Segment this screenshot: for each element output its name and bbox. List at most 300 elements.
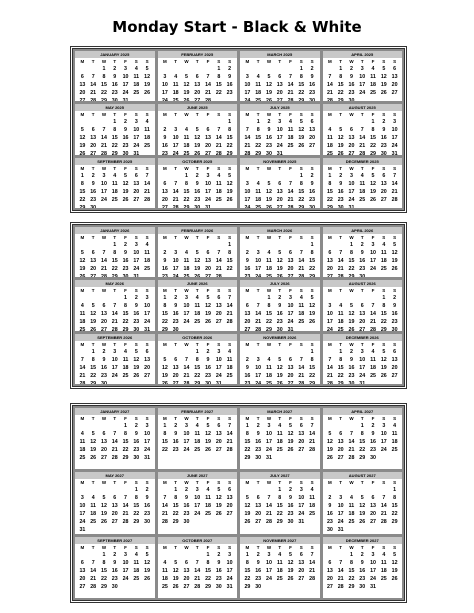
day-cell: 20 — [337, 447, 344, 453]
day-cell: 16 — [309, 188, 316, 195]
weekday-label: T — [91, 59, 95, 64]
day-cell: 6 — [80, 559, 84, 566]
day-cell: 7 — [328, 74, 332, 80]
day-cell: 1 — [206, 551, 210, 558]
day-cell: 21 — [194, 575, 201, 582]
day-cell: 1 — [245, 551, 249, 558]
day-cell: 3 — [184, 423, 188, 429]
empty-day-cell — [242, 348, 253, 356]
day-cell: 22 — [370, 143, 376, 150]
day-cell: 19 — [122, 188, 129, 195]
day-cell: 8 — [349, 559, 353, 566]
weekday-label: T — [91, 544, 95, 550]
month-title: AUGUST 2025 — [323, 104, 403, 111]
day-cell: 5 — [163, 356, 167, 363]
empty-day-cell — [242, 172, 253, 180]
day-cell: 23 — [348, 90, 355, 96]
weekday-label: S — [134, 112, 138, 118]
month-day-grid — [323, 479, 403, 533]
empty-day-cell — [296, 348, 307, 356]
day-cell: 22 — [337, 372, 344, 379]
day-cell: 10 — [348, 180, 355, 187]
weekday-label: T — [278, 112, 282, 118]
day-cell: 28 — [161, 519, 168, 526]
day-cell: 6 — [299, 423, 303, 429]
day-cell: 29 — [298, 98, 305, 102]
day-cell: 23 — [111, 575, 118, 582]
day-cell: 14 — [348, 439, 355, 445]
day-cell: 28 — [266, 519, 272, 526]
weekday-label: F — [289, 59, 292, 64]
day-cell: 25 — [380, 575, 387, 582]
day-cell: 23 — [276, 319, 283, 326]
day-cell: 4 — [184, 127, 188, 134]
day-cell: 15 — [244, 567, 251, 574]
weekday-label: W — [184, 288, 189, 294]
day-cell: 27 — [298, 575, 305, 582]
day-cell: 30 — [276, 327, 283, 331]
day-cell: 11 — [205, 495, 211, 502]
day-cell: 8 — [339, 356, 343, 363]
weekday-label: T — [195, 165, 199, 171]
day-cell: 9 — [349, 74, 353, 80]
day-cell: 27 — [391, 372, 398, 379]
weekday-label: W — [101, 416, 107, 421]
day-cell: 5 — [310, 295, 314, 302]
day-cell: 16 — [101, 364, 107, 371]
day-cell: 11 — [79, 311, 86, 318]
day-cell: 20 — [287, 372, 294, 379]
day-cell: 17 — [337, 511, 344, 518]
day-cell: 11 — [327, 135, 333, 142]
day-cell: 28 — [326, 380, 333, 384]
day-cell: 18 — [183, 266, 190, 272]
year-block-2025 — [70, 46, 407, 213]
empty-day-cell — [378, 486, 389, 494]
day-cell: 20 — [101, 319, 107, 326]
day-cell: 6 — [328, 250, 332, 256]
weekday-label: M — [163, 112, 167, 118]
day-cell: 25 — [326, 151, 333, 155]
day-cell: 23 — [226, 90, 233, 96]
day-cell: 10 — [205, 180, 211, 187]
day-cell: 18 — [79, 319, 86, 326]
day-cell: 6 — [382, 172, 386, 179]
day-cell: 20 — [348, 143, 355, 150]
day-cell: 12 — [183, 82, 190, 88]
weekday-label: W — [101, 112, 107, 118]
day-cell: 17 — [391, 135, 398, 142]
day-cell: 4 — [195, 295, 199, 302]
weekday-label: W — [349, 544, 354, 550]
day-cell: 12 — [337, 135, 344, 142]
day-cell: 26 — [79, 274, 86, 278]
day-cell: 26 — [172, 583, 179, 590]
empty-day-cell — [242, 486, 253, 494]
weekday-label: W — [184, 235, 189, 240]
day-cell: 28 — [348, 455, 355, 461]
weekday-label: M — [245, 544, 250, 550]
empty-day-cell — [192, 551, 203, 559]
day-cell: 19 — [380, 364, 387, 371]
day-cell: 13 — [391, 74, 398, 80]
day-cell: 22 — [359, 447, 366, 453]
empty-day-cell — [274, 65, 285, 73]
day-cell: 28 — [144, 196, 151, 203]
day-cell: 22 — [172, 511, 179, 518]
day-cell: 21 — [244, 143, 251, 150]
day-cell: 6 — [278, 74, 282, 80]
day-cell: 11 — [370, 356, 376, 363]
day-cell: 17 — [111, 364, 118, 371]
day-cell: 10 — [183, 303, 190, 310]
month-title: DECEMBER 2026 — [323, 334, 403, 341]
day-cell: 9 — [206, 356, 210, 363]
day-cell: 20 — [226, 503, 233, 510]
day-cell: 19 — [348, 319, 355, 326]
day-cell: 24 — [205, 196, 211, 203]
weekday-label: T — [174, 341, 178, 347]
day-cell: 8 — [124, 303, 127, 310]
day-cell: 20 — [161, 196, 168, 203]
month-calendar — [158, 104, 238, 154]
weekday-label: T — [195, 288, 199, 294]
month-day-grid — [75, 165, 155, 208]
year-block-2026 — [70, 222, 407, 389]
day-cell: 27 — [276, 204, 283, 208]
day-cell: 24 — [276, 143, 283, 150]
day-cell: 2 — [267, 119, 271, 126]
weekday-label: F — [289, 288, 292, 294]
day-cell: 26 — [144, 575, 151, 582]
day-cell: 27 — [205, 274, 211, 278]
weekday-label: T — [195, 416, 199, 421]
day-cell: 27 — [79, 98, 86, 102]
day-cell: 5 — [124, 172, 127, 179]
weekday-label: W — [266, 544, 272, 550]
day-cell: 3 — [195, 487, 199, 494]
weekday-label: T — [339, 112, 343, 118]
day-cell: 10 — [287, 303, 294, 310]
day-cell: 17 — [287, 311, 294, 318]
weekday-label: F — [124, 112, 127, 118]
day-cell: 2 — [256, 423, 260, 429]
weekday-label: T — [195, 480, 199, 486]
day-cell: 28 — [309, 575, 316, 582]
day-cell: 2 — [206, 348, 210, 355]
day-cell: 18 — [226, 364, 233, 371]
day-cell: 30 — [287, 519, 294, 526]
weekday-label: T — [278, 165, 282, 171]
day-cell: 31 — [348, 204, 355, 208]
day-cell: 27 — [370, 519, 376, 526]
weekday-label: T — [174, 416, 178, 421]
day-cell: 19 — [359, 511, 366, 518]
weekday-label: F — [206, 235, 210, 240]
day-cell: 22 — [122, 447, 129, 453]
day-cell: 1 — [339, 348, 343, 355]
day-cell: 26 — [226, 196, 233, 203]
empty-day-cell — [181, 551, 192, 559]
day-cell: 11 — [194, 431, 201, 437]
day-cell: 23 — [172, 447, 179, 453]
day-cell: 13 — [298, 431, 305, 437]
day-cell: 25 — [287, 143, 294, 150]
day-cell: 17 — [359, 82, 366, 88]
day-cell: 2 — [113, 66, 117, 72]
weekday-label: S — [145, 112, 149, 118]
day-cell: 22 — [183, 196, 190, 203]
day-cell: 25 — [348, 519, 355, 526]
day-cell: 26 — [276, 380, 283, 384]
weekday-label: W — [266, 112, 272, 118]
day-cell: 27 — [194, 98, 201, 102]
day-cell: 7 — [145, 172, 149, 179]
day-cell: 19 — [79, 266, 86, 272]
empty-day-cell — [192, 118, 203, 126]
day-cell: 7 — [174, 180, 178, 187]
page-title: Monday Start - Black & White — [112, 18, 362, 36]
weekday-label: W — [184, 112, 189, 118]
day-cell: 6 — [349, 127, 353, 134]
weekday-label: F — [206, 480, 210, 486]
weekday-label: S — [145, 59, 149, 64]
year-block-2027 — [70, 403, 407, 603]
day-cell: 13 — [205, 135, 211, 142]
month-calendar — [240, 472, 320, 533]
day-cell: 30 — [122, 274, 129, 278]
weekday-label: F — [124, 235, 127, 240]
day-cell: 28 — [337, 274, 344, 278]
day-cell: 20 — [391, 82, 398, 88]
day-cell: 26 — [380, 372, 387, 379]
day-cell: 10 — [359, 74, 366, 80]
day-cell: 20 — [172, 372, 179, 379]
day-cell: 25 — [309, 511, 316, 518]
day-cell: 9 — [360, 559, 364, 566]
month-title: MAY 2027 — [75, 472, 155, 479]
day-cell: 7 — [289, 74, 292, 80]
empty-day-cell — [192, 65, 203, 73]
empty-day-cell — [109, 422, 120, 430]
day-cell: 9 — [371, 431, 375, 437]
day-cell: 28 — [309, 447, 316, 453]
day-cell: 18 — [266, 372, 272, 379]
day-cell: 1 — [124, 295, 127, 302]
day-cell: 13 — [215, 431, 222, 437]
day-cell: 4 — [134, 551, 138, 558]
weekday-label: W — [101, 235, 107, 240]
day-cell: 3 — [174, 250, 178, 256]
day-cell: 26 — [194, 274, 201, 278]
day-cell: 6 — [184, 559, 188, 566]
day-cell: 21 — [370, 319, 376, 326]
day-cell: 14 — [226, 431, 233, 437]
empty-day-cell — [368, 294, 379, 302]
weekday-label: M — [328, 544, 332, 550]
day-cell: 15 — [337, 82, 344, 88]
day-cell: 26 — [326, 455, 333, 461]
day-cell: 24 — [226, 575, 233, 582]
day-cell: 4 — [80, 303, 84, 310]
day-cell: 20 — [90, 143, 97, 150]
day-cell: 30 — [380, 151, 387, 155]
day-cell: 25 — [144, 266, 151, 272]
day-cell: 16 — [244, 266, 251, 272]
day-cell: 16 — [276, 311, 283, 318]
day-cell: 4 — [145, 242, 149, 248]
day-cell: 28 — [172, 204, 179, 208]
day-cell: 12 — [79, 135, 86, 142]
empty-day-cell — [296, 241, 307, 249]
month-title: MARCH 2027 — [240, 408, 320, 415]
weekday-label: T — [174, 112, 178, 118]
day-cell: 30 — [348, 380, 355, 384]
day-cell: 3 — [299, 487, 303, 494]
weekday-label: T — [360, 288, 364, 294]
day-cell: 9 — [124, 250, 127, 256]
day-cell: 14 — [244, 135, 251, 142]
day-cell: 11 — [255, 82, 261, 88]
day-cell: 21 — [326, 90, 333, 96]
day-cell: 6 — [217, 423, 221, 429]
day-cell: 28 — [111, 327, 118, 331]
month-day-grid — [240, 58, 320, 101]
day-cell: 24 — [255, 380, 262, 384]
day-cell: 3 — [134, 119, 138, 126]
day-cell: 2 — [339, 172, 343, 179]
empty-day-cell — [109, 486, 120, 494]
day-cell: 18 — [370, 364, 376, 371]
weekday-label: S — [299, 544, 303, 550]
day-cell: 30 — [111, 98, 118, 102]
day-cell: 12 — [391, 250, 398, 256]
day-cell: 8 — [102, 559, 106, 566]
day-cell: 6 — [102, 303, 106, 310]
day-cell: 4 — [289, 119, 292, 126]
day-cell: 5 — [184, 74, 188, 80]
day-cell: 27 — [101, 327, 107, 331]
weekday-label: T — [174, 480, 178, 486]
day-cell: 2 — [174, 295, 178, 302]
day-cell: 29 — [194, 380, 201, 384]
day-cell: 19 — [309, 311, 316, 318]
day-cell: 8 — [80, 180, 84, 187]
day-cell: 23 — [309, 90, 316, 96]
day-cell: 9 — [245, 364, 249, 371]
day-cell: 23 — [144, 511, 151, 518]
day-cell: 31 — [133, 151, 140, 155]
day-cell: 14 — [287, 188, 294, 195]
day-cell: 27 — [205, 151, 211, 155]
day-cell: 18 — [309, 503, 316, 510]
day-cell: 27 — [90, 274, 97, 278]
weekday-label: W — [184, 59, 189, 64]
day-cell: 19 — [144, 82, 151, 88]
month-day-grid — [240, 287, 320, 330]
empty-day-cell — [77, 422, 88, 430]
day-cell: 25 — [370, 372, 376, 379]
day-cell: 11 — [226, 356, 233, 363]
day-cell: 9 — [245, 258, 249, 264]
day-cell: 1 — [184, 172, 188, 179]
day-cell: 9 — [174, 303, 178, 310]
day-cell: 12 — [215, 495, 222, 502]
weekday-label: T — [256, 288, 260, 294]
day-cell: 27 — [133, 196, 140, 203]
day-cell: 30 — [359, 274, 366, 278]
day-cell: 31 — [226, 583, 233, 590]
weekday-label: F — [124, 59, 127, 64]
empty-day-cell — [242, 294, 253, 302]
day-cell: 10 — [391, 127, 398, 134]
day-cell: 8 — [360, 431, 364, 437]
day-cell: 23 — [244, 274, 251, 278]
weekday-label: T — [278, 59, 282, 64]
day-cell: 7 — [195, 559, 199, 566]
day-cell: 11 — [133, 74, 140, 80]
day-cell: 20 — [255, 511, 262, 518]
day-cell: 20 — [205, 266, 211, 272]
day-cell: 27 — [111, 519, 118, 526]
day-cell: 11 — [266, 258, 272, 264]
day-cell: 9 — [134, 303, 138, 310]
month-title: DECEMBER 2027 — [323, 537, 403, 544]
day-cell: 13 — [287, 258, 294, 264]
day-cell: 28 — [226, 447, 233, 453]
day-cell: 25 — [161, 583, 168, 590]
day-cell: 18 — [255, 90, 262, 96]
weekday-label: M — [80, 288, 85, 294]
day-cell: 13 — [172, 364, 179, 371]
day-cell: 6 — [217, 295, 221, 302]
day-cell: 16 — [133, 439, 140, 445]
day-cell: 10 — [133, 127, 140, 134]
day-cell: 3 — [349, 172, 353, 179]
day-cell: 13 — [111, 503, 118, 510]
day-cell: 28 — [90, 583, 97, 590]
day-cell: 9 — [310, 180, 314, 187]
day-cell: 3 — [328, 303, 332, 310]
day-cell: 29 — [348, 274, 355, 278]
day-cell: 7 — [102, 250, 106, 256]
month-title: FEBRUARY 2026 — [158, 227, 238, 234]
weekday-label: S — [217, 288, 221, 294]
day-cell: 24 — [391, 143, 398, 150]
day-cell: 22 — [298, 196, 305, 203]
day-cell: 25 — [111, 196, 118, 203]
day-cell: 22 — [348, 575, 355, 582]
day-cell: 27 — [337, 455, 344, 461]
month-title: APRIL 2026 — [323, 227, 403, 234]
day-cell: 8 — [184, 180, 188, 187]
day-cell: 15 — [298, 188, 305, 195]
month-day-grid — [75, 111, 155, 154]
day-cell: 3 — [102, 172, 106, 179]
day-cell: 21 — [215, 266, 222, 272]
day-cell: 26 — [244, 519, 251, 526]
day-cell: 9 — [113, 559, 117, 566]
day-cell: 7 — [328, 356, 332, 363]
day-cell: 10 — [101, 180, 107, 187]
weekday-label: T — [278, 416, 282, 421]
empty-day-cell — [242, 241, 253, 249]
day-cell: 15 — [359, 439, 366, 445]
weekday-label: S — [134, 235, 138, 240]
day-cell: 14 — [111, 439, 118, 445]
day-cell: 24 — [255, 274, 262, 278]
day-cell: 29 — [183, 204, 190, 208]
